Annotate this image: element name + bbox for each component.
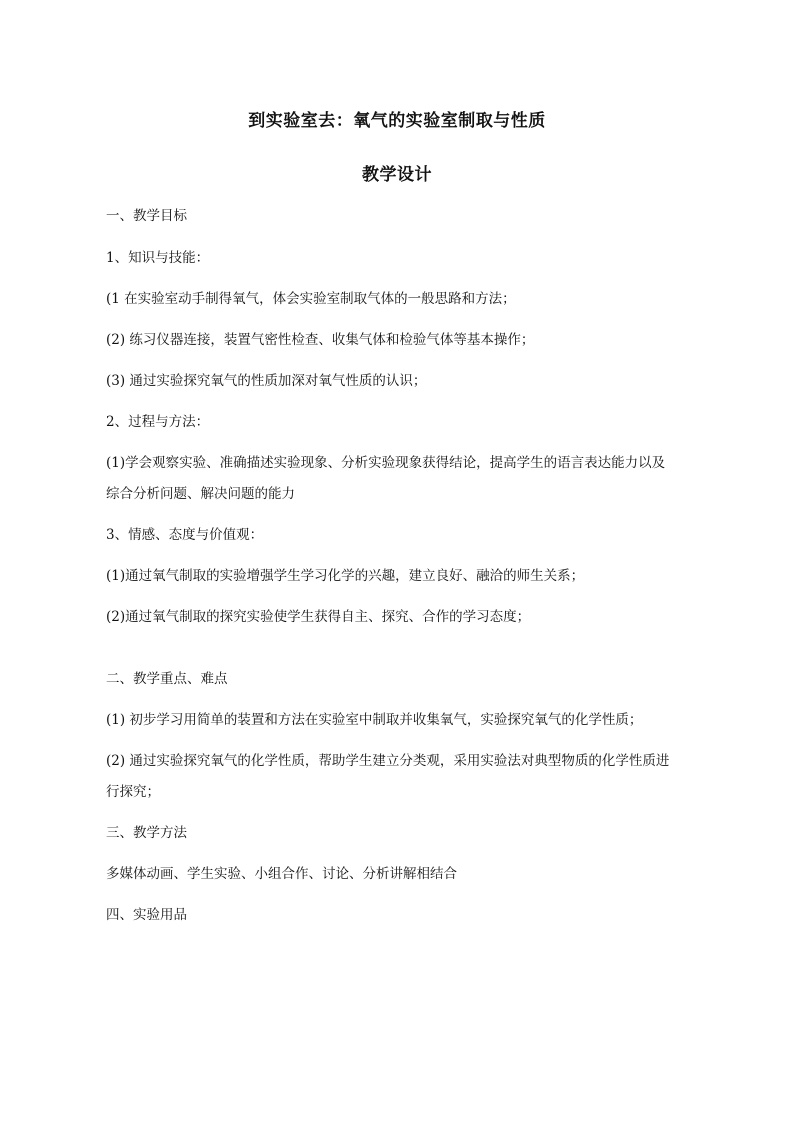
subheading-attitudes-values: 3、情感、态度与价值观： [106,527,264,543]
text-line: (2)通过氧气制取的探究实验使学生获得自主、探究、合作的学习态度； [106,609,531,625]
text-line: (1)学会观察实验、准确描述实验现象、分析实验现象获得结论，提高学生的语言表达能力以及 [106,455,666,471]
section-heading-methods: 三、教学方法 [106,825,187,841]
text-line: (2) 练习仪器连接，装置气密性检查、收集气体和检验气体等基本操作； [106,332,535,348]
section-heading-objectives: 一、教学目标 [106,208,187,224]
text-line: (1) 初步学习用简单的装置和方法在实验室中制取并收集氧气，实验探究氧气的化学性质； [106,712,643,728]
text-line: 多媒体动画、学生实验、小组合作、讨论、分析讲解相结合 [106,866,457,882]
text-line: (3) 通过实验探究氧气的性质加深对氧气性质的认识； [106,373,427,389]
section-heading-key-points: 二、教学重点、难点 [106,671,228,687]
section-heading-materials: 四、实验用品 [106,907,187,923]
text-line: (2) 通过实验探究氧气的化学性质，帮助学生建立分类观，采用实验法对典型物质的化学性质进 [106,753,670,769]
document-title: 到实验室去：氧气的实验室制取与性质 [248,111,546,131]
text-line: 综合分析问题、解决问题的能力 [106,486,295,502]
text-line: (1)通过氧气制取的实验增强学生学习化学的兴趣，建立良好、融洽的师生关系； [106,568,585,584]
text-line: (1 在实验室动手制得氧气，体会实验室制取气体的一般思路和方法； [106,291,516,307]
subheading-knowledge-skills: 1、知识与技能： [106,250,210,266]
document-subtitle: 教学设计 [362,165,432,185]
text-line: 行探究； [106,784,160,800]
subheading-process-methods: 2、过程与方法： [106,414,210,430]
